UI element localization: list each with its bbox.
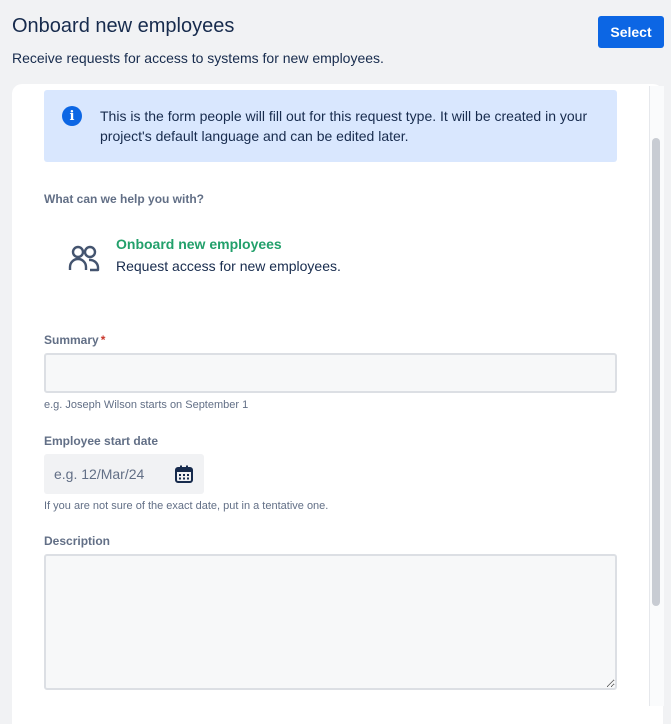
request-type-question: What can we help you with?: [44, 192, 205, 206]
required-marker: *: [100, 333, 106, 347]
info-panel: [44, 90, 617, 162]
request-type-title: Onboard new employees: [116, 236, 282, 252]
start-date-field[interactable]: [44, 454, 204, 494]
info-icon: i: [62, 106, 82, 126]
description-label: Description: [44, 534, 111, 548]
scrollbar-thumb[interactable]: [652, 138, 660, 606]
select-button[interactable]: Select: [598, 16, 664, 48]
start-date-helper: If you are not sure of the exact date, put in a tentative one.: [44, 500, 329, 512]
summary-input[interactable]: [44, 353, 617, 393]
summary-label-text: Summary: [44, 333, 99, 347]
calendar-icon[interactable]: [174, 464, 194, 484]
page-description: Receive requests for access to systems for new employees.: [12, 50, 384, 66]
request-type-description: Request access for new employees.: [116, 258, 341, 274]
page-title: Onboard new employees: [12, 15, 235, 37]
start-date-label: Employee start date: [44, 434, 159, 448]
start-date-input[interactable]: [44, 454, 168, 494]
description-textarea[interactable]: [44, 554, 617, 690]
people-icon: [68, 243, 100, 273]
info-text: This is the form people will fill out for this request type. It will be created in your project's default language and can be edited later.: [100, 108, 588, 144]
summary-label: [44, 333, 105, 347]
summary-helper: e.g. Joseph Wilson starts on September 1: [44, 399, 249, 411]
